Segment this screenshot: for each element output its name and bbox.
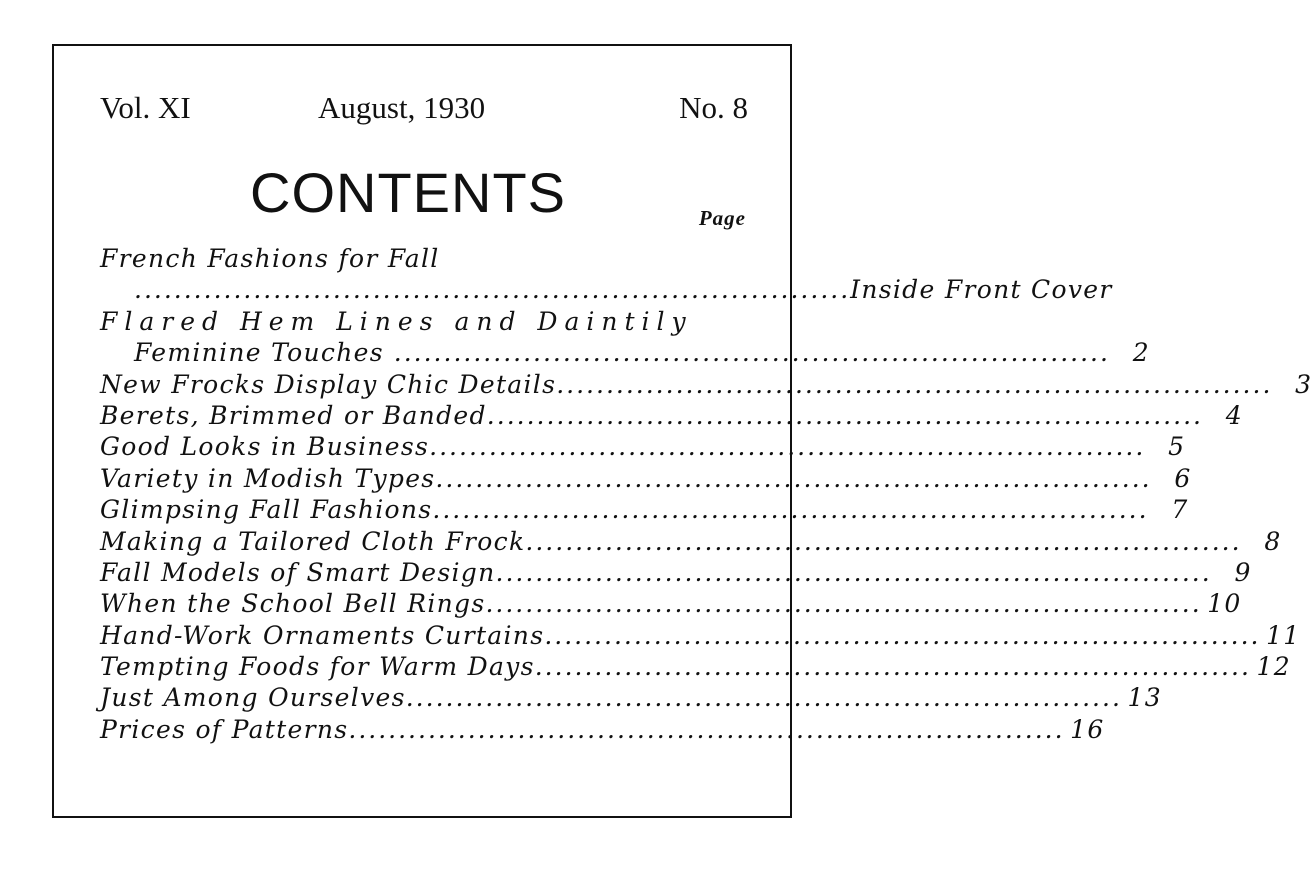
toc-entry-page: 4: [1225, 400, 1243, 430]
toc-entry: [100, 463, 1192, 494]
toc-entry-page: 11: [1266, 620, 1301, 650]
toc-entry-page: 10: [1207, 589, 1242, 619]
dot-leader: ........................................................................: [405, 683, 1122, 713]
toc-entry: [100, 651, 1291, 682]
toc-entry-title: Tempting Foods for Warm Days: [100, 652, 535, 682]
toc-entry-title-continued: Feminine Touches: [134, 338, 384, 368]
toc-entry-title: Good Looks in Business: [100, 432, 430, 462]
issue-date: August, 1930: [318, 90, 486, 125]
dot-leader: ........................................................................: [495, 557, 1212, 587]
toc-entry-title: Prices of Patterns: [100, 714, 349, 744]
toc-entry-page: 7: [1171, 495, 1189, 525]
toc-entry-continuation: [100, 274, 1113, 305]
toc-entry: [100, 431, 1186, 462]
toc-entry: [100, 494, 1189, 525]
toc-entry-continuation: [100, 337, 1150, 368]
toc-entry-title: Berets, Brimmed or Banded: [100, 400, 487, 430]
toc-entry-page: 9: [1234, 557, 1252, 587]
toc-entry-title: Flared Hem Lines and Daintily: [100, 306, 693, 336]
toc-entry-page: 5: [1168, 432, 1186, 462]
toc-entry-title: Fall Models of Smart Design: [100, 557, 496, 587]
toc-entry: [100, 306, 748, 337]
toc-entry-title: Variety in Modish Types: [100, 463, 436, 493]
toc-entry: [100, 369, 1312, 400]
volume-label: Vol. XI: [100, 90, 191, 125]
dot-leader: ........................................................................: [134, 275, 851, 305]
page-title: CONTENTS: [250, 161, 566, 224]
toc-entry-title: When the School Bell Rings: [100, 589, 486, 619]
issue-header: [100, 86, 748, 130]
toc-entry-page: 6: [1174, 463, 1192, 493]
toc-entry-page: 3: [1295, 369, 1312, 399]
toc-entry-page: 16: [1070, 714, 1105, 744]
dot-leader: ........................................................................: [556, 369, 1273, 399]
dot-leader: ........................................................................: [383, 338, 1110, 368]
dot-leader: ........................................................................: [429, 432, 1146, 462]
toc-entry: [100, 557, 1252, 588]
toc-entry-page: Inside Front Cover: [850, 275, 1113, 305]
toc-entry-title: French Fashions for Fall: [100, 244, 440, 273]
toc-entry: [100, 620, 1301, 651]
toc-entry-page: 8: [1264, 526, 1282, 556]
toc-entry: [100, 714, 1105, 745]
toc-entry-page: 13: [1127, 683, 1162, 713]
dot-leader: ........................................................................: [432, 495, 1149, 525]
issue-number: No. 8: [679, 90, 748, 125]
page-column-label: Page: [698, 206, 746, 230]
toc-entry-title: Just Among Ourselves: [100, 683, 406, 713]
toc-entry: [100, 526, 1282, 557]
toc-entry-page: 2: [1132, 338, 1150, 368]
toc-entry-page: 12: [1256, 652, 1291, 682]
table-of-contents: [100, 243, 1312, 745]
toc-entry-title: Hand-Work Ornaments Curtains: [100, 620, 545, 650]
toc-entry-title: Glimpsing Fall Fashions: [100, 495, 433, 525]
toc-entry: [100, 243, 748, 274]
toc-entry: [100, 682, 1162, 713]
dot-leader: ........................................................................: [544, 620, 1261, 650]
dot-leader: ........................................................................: [435, 463, 1152, 493]
dot-leader: ........................................................................: [525, 526, 1242, 556]
toc-entry: [100, 588, 1242, 619]
dot-leader: ........................................................................: [348, 714, 1065, 744]
dot-leader: ........................................................................: [485, 589, 1202, 619]
toc-entry-title: New Frocks Display Chic Details: [100, 369, 557, 399]
dot-leader: ........................................................................: [486, 400, 1203, 430]
dot-leader: ........................................................................: [534, 652, 1251, 682]
toc-entry: [100, 400, 1243, 431]
toc-entry-title: Making a Tailored Cloth Frock: [100, 526, 526, 556]
